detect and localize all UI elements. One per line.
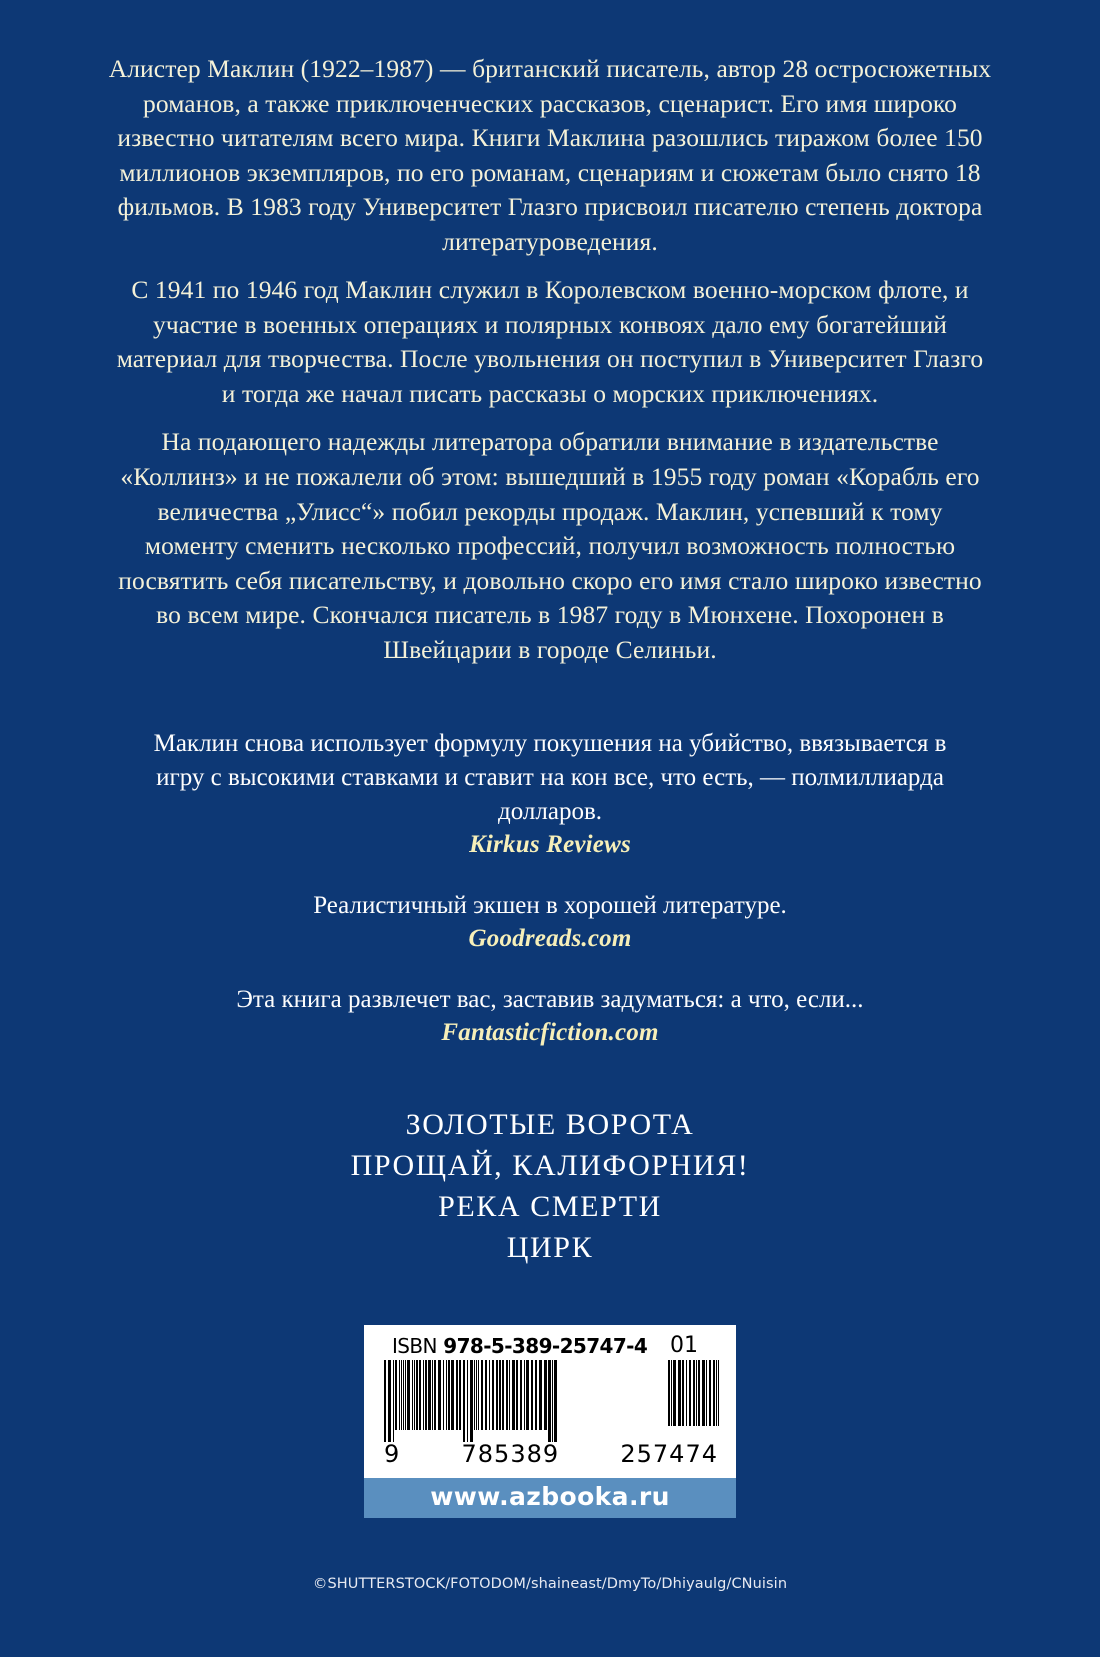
publisher-website-band[interactable] — [364, 1478, 736, 1518]
ean-left-digit: 9 — [384, 1440, 401, 1468]
ean-group-1: 785389 — [461, 1440, 560, 1468]
ean-digits — [374, 1440, 726, 1472]
ean13-bars — [384, 1360, 559, 1442]
reviews-section — [0, 727, 1100, 1047]
review-text: Эта книга развлечет вас, заставив задуматься: а что, если... — [236, 986, 864, 1014]
review-text: Маклин снова использует формулу покушения на убийство, ввязывается в игру с высокими ставками и ставит на кон все, что есть, — полмиллиарда долларов. — [153, 730, 947, 826]
barcode-header — [374, 1333, 726, 1360]
isbn-label: ISBN — [392, 1334, 437, 1358]
bio-paragraph-3: На подающего надежды литератора обратили внимание в издательстве «Коллинз» и не пожалели об этом: вышедший в 1955 году роман «Корабль его величества „Улисс“» побил рекорды продаж. Маклин, успевший к тому моменту сменить несколько профессий, получил возможность полностью посвятить себя писательству, и довольно скоро его имя стало широко известно во всем мире. Скончался писатель в 1987 году в Мюнхене. Похоронен в Швейцарии в городе Селиньи. — [118, 427, 982, 664]
bio-paragraph-2: С 1941 по 1946 год Маклин служил в Королевском военно-морском флоте, и участие в военных операциях и полярных конвоях дало ему богатейший материал для творчества. После увольнения он поступил в Университет Глазго и тогда же начал писать рассказы о морских приключениях. — [116, 275, 984, 408]
isbn-number: 978-5-389-25747-4 — [443, 1334, 648, 1358]
book-titles-list — [0, 1105, 1100, 1268]
book-title: ЗОЛОТЫЕ ВОРОТА — [405, 1108, 695, 1142]
review-text: Реалистичный экшен в хорошей литературе. — [313, 892, 787, 920]
barcode-block — [364, 1325, 736, 1518]
book-title: ПРОЩАЙ, КАЛИФОРНИЯ! — [350, 1149, 750, 1183]
review-source: Goodreads.com — [468, 925, 632, 953]
isbn-text — [392, 1334, 647, 1358]
review-source: Fantasticfiction.com — [441, 1019, 659, 1047]
image-credit: ©SHUTTERSTOCK/FOTODOM/shaineast/DmyTo/Dhiyaulg/CNuisin — [312, 1576, 788, 1592]
bio-paragraph-1: Алистер Маклин (1922–1987) — британский писатель, автор 28 остросюжетных романов, а также приключенческих рассказов, сценарист. Его имя широко известно читателям всего мира. Книги Маклина разошлись тиражом более 150 миллионов экземпляров, по его романам, сценариям и сюжетам было снято 18 фильмов. В 1983 году Университет Глазго присвоил писателю степень доктора литературоведения. — [108, 54, 992, 256]
book-title: ЦИРК — [506, 1230, 594, 1264]
author-biography — [0, 0, 1100, 667]
book-title: РЕКА СМЕРТИ — [438, 1189, 662, 1223]
ean-addon-bars — [668, 1360, 720, 1442]
ean-group-2: 257474 — [620, 1440, 718, 1468]
review-source: Kirkus Reviews — [469, 831, 631, 859]
review-item — [0, 889, 1100, 953]
review-item — [0, 983, 1100, 1047]
review-item — [0, 727, 1100, 859]
barcode-addon-number: 01 — [670, 1333, 698, 1358]
barcode-bars-row — [374, 1360, 726, 1442]
publisher-website[interactable]: www.azbooka.ru — [430, 1482, 670, 1511]
